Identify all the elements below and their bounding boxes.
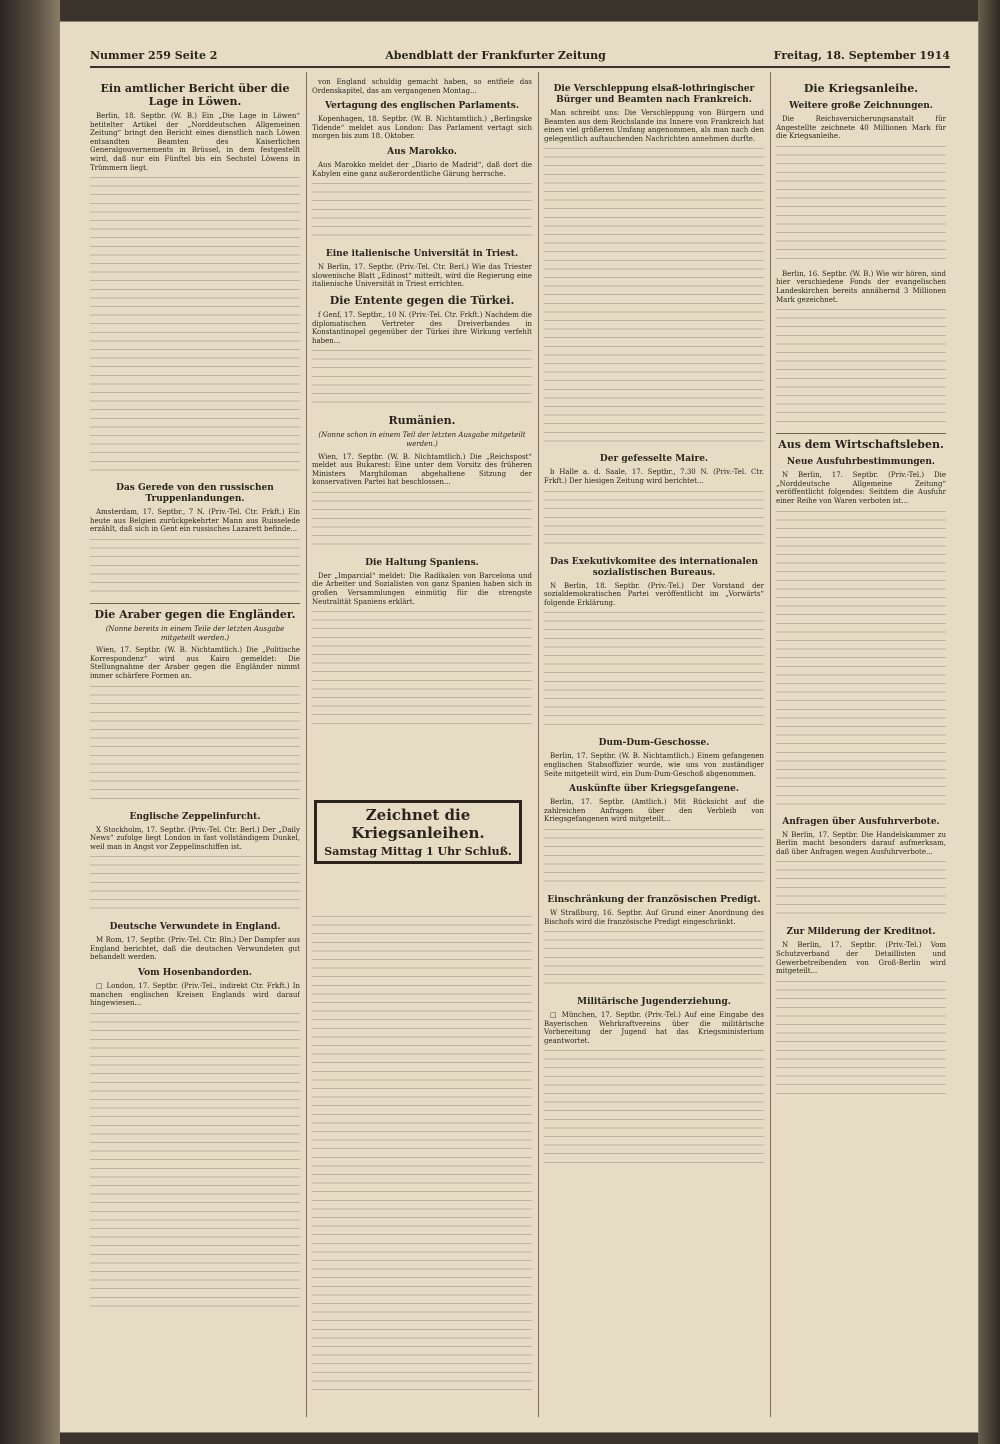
body-text-lines	[312, 183, 532, 243]
ad-subline: Samstag Mittag 1 Uhr Schluß.	[324, 845, 512, 858]
body-text-lines	[544, 1050, 764, 1170]
article-headline: Dum-Dum-Geschosse.	[598, 738, 710, 749]
article-text: Man schreibt uns: Die Verschleppung von Bürgern und Beamten aus dem Reichslande ins Innere von Frankreich hat einen viel größeren Umfang angenommen, als man nach den gelegentlich auftauchenden Nachrichten annehmen durfte.	[544, 109, 764, 143]
article-text: Berlin, 17. Septbr. (W. B. Nichtamtlich.) Einem gefangenen englischen Stabsoffizier wurde, wie uns von zuständiger Seite mitgeteilt wird, ein Dum-Dum-Geschoß abgenommen.	[544, 752, 764, 778]
article-headline: Vom Hosenbandorden.	[137, 968, 253, 979]
body-text-lines	[776, 861, 946, 921]
article-text: N Berlin, 17. Septbr. (Priv.-Tel.) Die „Norddeutsche Allgemeine Zeitung“ veröffentlicht folgendes: Seitdem die Ausfuhr einer Reihe von Waren verboten ist...	[776, 471, 946, 505]
body-text-lines	[312, 350, 532, 410]
book-gutter	[0, 0, 60, 1444]
body-text-lines	[312, 492, 532, 552]
article-headline: Die Haltung Spaniens.	[365, 557, 479, 568]
article-headline: Militärische Jugenderziehung.	[577, 997, 731, 1008]
article-headline: Aus Marokko.	[387, 146, 457, 157]
article-text: Aus Marokko meldet der „Diario de Madrid“, daß dort die Kabylen eine ganz außerordentliche Gärung herrsche.	[312, 160, 532, 178]
body-text-lines	[90, 1013, 300, 1313]
article-headline: Deutsche Verwundete in England.	[109, 922, 281, 933]
header-left: Nummer 259 Seite 2	[90, 48, 218, 62]
article-text: Berlin, 16. Septbr. (W. B.) Wie wir hören, sind hier verschiedene Fonds der evangelischen Landeskirchen bereits annähernd 3 Millionen Mark gezeichnet.	[776, 269, 946, 304]
ad-headline: Zeichnet die Kriegsanleihen.	[351, 806, 485, 842]
article-headline: Die Entente gegen die Türkei.	[329, 293, 515, 307]
column-rule	[306, 72, 307, 1417]
column-3	[544, 78, 764, 1418]
article-headline: Vertagung des englischen Parlaments.	[324, 101, 520, 112]
page-header	[90, 44, 950, 68]
body-text-lines	[90, 539, 300, 599]
article-headline: Aus dem Wirtschaftsleben.	[778, 438, 944, 452]
article-text: Wien, 17. Septbr. (W. B. Nichtamtlich.) Die „Reichspost“ meldet aus Bukarest: Eine unter dem Vorsitz des früheren Ministers Marghiloman abgehaltene Sitzung der konservativen Partei hat beschlossen...	[312, 452, 532, 487]
article-headline: Die Kriegsanleihe.	[803, 82, 919, 95]
column-4	[776, 78, 946, 1418]
article-text: b Halle a. d. Saale, 17. Septbr., 7.30 N. (Priv.-Tel. Ctr. Frkft.) Der hiesigen Zeitung wird berichtet...	[544, 468, 764, 485]
article-text: N Berlin, 17. Septbr. Die Handelskammer zu Berlin macht besonders darauf aufmerksam, daß über Anfragen wegen Ausfuhrverbote...	[776, 830, 946, 856]
article-text: □ London, 17. Septbr. (Priv.-Tel., indirekt Ctr. Frkft.) In manchen englischen Kreisen Englands wird darauf hingewiesen...	[90, 982, 300, 1008]
body-text-lines	[90, 856, 300, 916]
divider	[90, 603, 300, 604]
article-text: M Rom, 17. Septbr. (Priv.-Tel. Ctr. Bln.) Der Dampfer aus England berichtet, daß die deutschen Verwundeten gut behandelt werden.	[90, 936, 300, 962]
article-subheadline: Weitere große Zeichnungen.	[789, 101, 933, 111]
body-text-lines	[776, 309, 946, 429]
body-text-lines	[776, 146, 946, 266]
article-text: Amsterdam, 17. Septbr., 7 N. (Priv.-Tel. Ctr. Frkft.) Ein heute aus Belgien zurückgekehrter Mann aus Ruisselede erzählt, daß sich in Gent ein russisches Lazarett befinde...	[90, 508, 300, 534]
article-text: Wien, 17. Septbr. (W. B. Nichtamtlich.) Die „Politische Korrespondenz“ wird aus Kairo gemeldet: Die Stellungnahme der Araber gegen die Engländer nimmt immer schärfere Formen an.	[90, 646, 300, 680]
body-text-lines	[544, 148, 764, 448]
article-note: (Nonne bereits in einem Teile der letzten Ausgabe mitgeteilt werden.)	[105, 624, 285, 642]
article-headline: Ein amtlicher Bericht über die Lage in Löwen.	[100, 82, 290, 108]
body-text-lines	[90, 686, 300, 806]
column-rule	[538, 72, 539, 1417]
article-text: W Straßburg, 16. Septbr. Auf Grund einer Anordnung des Bischofs wird die französische Predigt eingeschränkt.	[544, 908, 764, 926]
article-text: N Berlin, 18. Septbr. (Priv.-Tel.) Der Vorstand der sozialdemokratischen Partei veröffentlicht im „Vorwärts“ folgende Erklärung.	[544, 581, 764, 607]
divider	[776, 433, 946, 434]
article-text: von England schuldig gemacht haben, so entfiele das Ordenskapitel, das am vergangenen Montag...	[312, 78, 532, 95]
column-1	[90, 78, 300, 1418]
body-text-lines	[312, 916, 532, 1396]
article-headline: Anfragen über Ausfuhrverbote.	[782, 816, 940, 827]
page-edge	[978, 0, 1000, 1444]
article-text: X Stockholm, 17. Septbr. (Priv.-Tel. Ctr. Berl.) Der „Daily News“ zufolge liegt London in fast vollständigem Dunkel, weil man in Angst vor Zeppelinschiffen ist.	[90, 825, 300, 851]
article-text: Berlin, 18. Septbr. (W. B.) Ein „Die Lage in Löwen“ betitelter Artikel der „Norddeutschen Allgemeinen Zeitung“ bringt den Bericht eines dienstlich nach Löwen entsandten Beamten des Kaiserlichen Generalgouvernements in Brüssel, in dem festgestellt wird, daß nur ein Fünftel bis ein Sechstel Löwens in Trümmern liegt.	[90, 112, 300, 172]
column-2	[312, 78, 532, 838]
war-bonds-advertisement	[314, 800, 522, 864]
article-text: □ München, 17. Septbr. (Priv.-Tel.) Auf eine Eingabe des Bayerischen Wehrkraftvereins über die militärische Vorbereitung der Jugend hat das Kriegsministerium geantwortet.	[544, 1011, 764, 1045]
body-text-lines	[544, 491, 764, 551]
body-text-lines	[90, 177, 300, 477]
body-text-lines	[776, 981, 946, 1101]
article-headline: Rumänien.	[388, 414, 456, 428]
header-center: Abendblatt der Frankfurter Zeitung	[385, 48, 606, 62]
article-text: Der „Imparcial“ meldet: Die Radikalen von Barcelona und die Arbeiter und Sozialisten von ganz Spanien haben sich in großen Versammlungen einmütig für die strengste Neutralität Spaniens erklärt.	[312, 571, 532, 606]
article-subheadline: Neue Ausfuhrbestimmungen.	[786, 457, 936, 468]
body-text-lines	[544, 829, 764, 889]
article-headline: Eine italienische Universität in Triest.	[325, 249, 519, 260]
article-text: f Genf, 17. Septbr., 10 N. (Priv.-Tel. Ctr. Frkft.) Nachdem die diplomatischen Vertreter des Dreiverbandes in Konstantinopel gegenüber der Türkei ihre Wirkung verfehlt haben...	[312, 310, 532, 345]
article-text: Berlin, 17. Septbr. (Amtlich.) Mit Rücksicht auf die zahlreichen Anfragen über den Verbleib von Kriegsgefangenen wird mitgeteilt...	[544, 798, 764, 824]
article-headline: Das Gerede von den russischen Truppenlandungen.	[116, 483, 274, 505]
article-text: N Berlin, 17. Septbr. (Priv.-Tel.) Vom Schutzverband der Detaillisten und Gewerbetreibenden von Groß-Berlin wird mitgeteilt...	[776, 941, 946, 976]
lower-column-2	[312, 912, 532, 1412]
article-headline: Englische Zeppelinfurcht.	[129, 811, 261, 822]
article-note: (Nonne schon in einem Teil der letzten Ausgabe mitgeteilt werden.)	[318, 431, 526, 448]
article-text: Die Reichsversicherungsanstalt für Angestellte zeichnete 40 Millionen Mark für die Kriegsanleihe.	[776, 115, 946, 141]
body-text-lines	[544, 931, 764, 991]
column-rule	[770, 72, 771, 1417]
article-headline: Zur Milderung der Kreditnot.	[786, 927, 936, 938]
header-right: Freitag, 18. September 1914	[773, 48, 950, 62]
body-text-lines	[544, 612, 764, 732]
body-text-lines	[776, 511, 946, 811]
article-headline: Der gefesselte Maire.	[599, 454, 709, 465]
article-headline: Einschränkung der französischen Predigt.	[547, 894, 761, 905]
article-text: Kopenhagen, 18. Septbr. (W. B. Nichtamtlich.) „Berlingske Tidende“ meldet aus London: Das Parlament vertagt sich morgen bis zum 18. Oktober.	[312, 115, 532, 141]
newspaper-page	[60, 22, 978, 1432]
article-headline: Auskünfte über Kriegsgefangene.	[569, 784, 739, 795]
article-headline: Die Verschleppung elsaß-lothringischer Bürger und Beamten nach Frankreich.	[553, 84, 755, 105]
body-text-lines	[312, 611, 532, 731]
article-headline: Das Exekutivkomitee des internationalen sozialistischen Bureaus.	[549, 556, 759, 578]
article-text: N Berlin, 17. Septbr. (Priv.-Tel. Ctr. Berl.) Wie das Triester slowenische Blatt „Edinost“ mitteilt, wird die Regierung eine italienische Universität in Triest errichten.	[312, 263, 532, 289]
article-headline: Die Araber gegen die Engländer.	[94, 607, 296, 621]
